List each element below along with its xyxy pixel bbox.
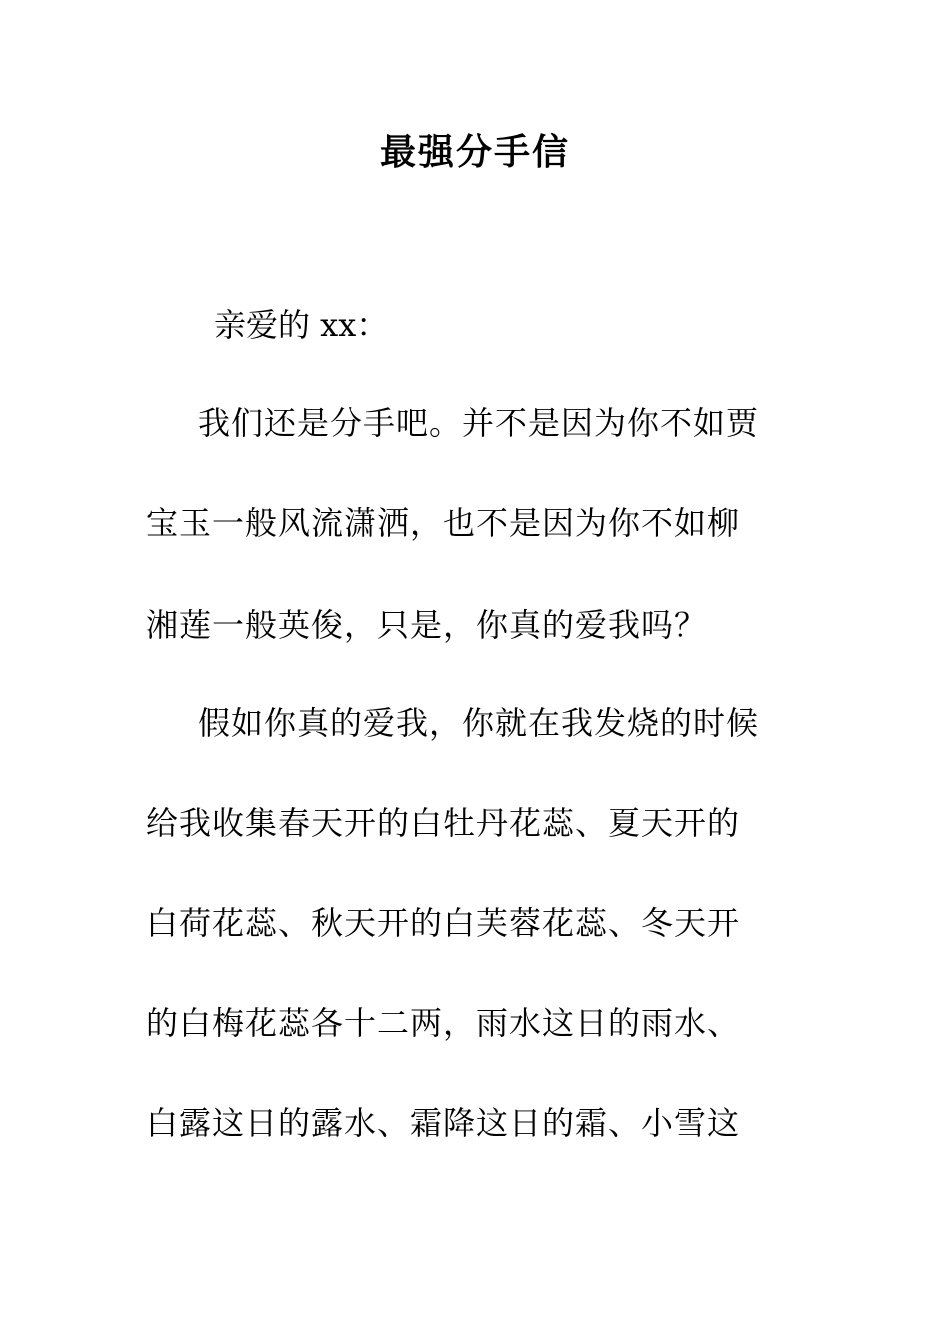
paragraph-2-line-4: 的白梅花蕊各十二两，雨水这日的雨水、 <box>146 1004 741 1042</box>
paragraph-2-line-5: 白露这日的露水、霜降这日的霜、小雪这 <box>146 1104 741 1142</box>
paragraph-1-line-1: 我们还是分手吧。并不是因为你不如贾 <box>198 404 760 442</box>
paragraph-1-line-2: 宝玉一般风流潇洒，也不是因为你不如柳 <box>146 504 741 542</box>
salutation: 亲爱的 xx： <box>214 306 389 344</box>
document-title: 最强分手信 <box>379 132 570 173</box>
paragraph-2-line-2: 给我收集春天开的白牡丹花蕊、夏天开的 <box>146 804 741 842</box>
paragraph-1-line-3: 湘莲一般英俊，只是，你真的爱我吗？ <box>146 606 708 644</box>
paragraph-2-line-3: 白荷花蕊、秋天开的白芙蓉花蕊、冬天开 <box>146 904 741 942</box>
paragraph-2-line-1: 假如你真的爱我，你就在我发烧的时候 <box>198 704 760 742</box>
